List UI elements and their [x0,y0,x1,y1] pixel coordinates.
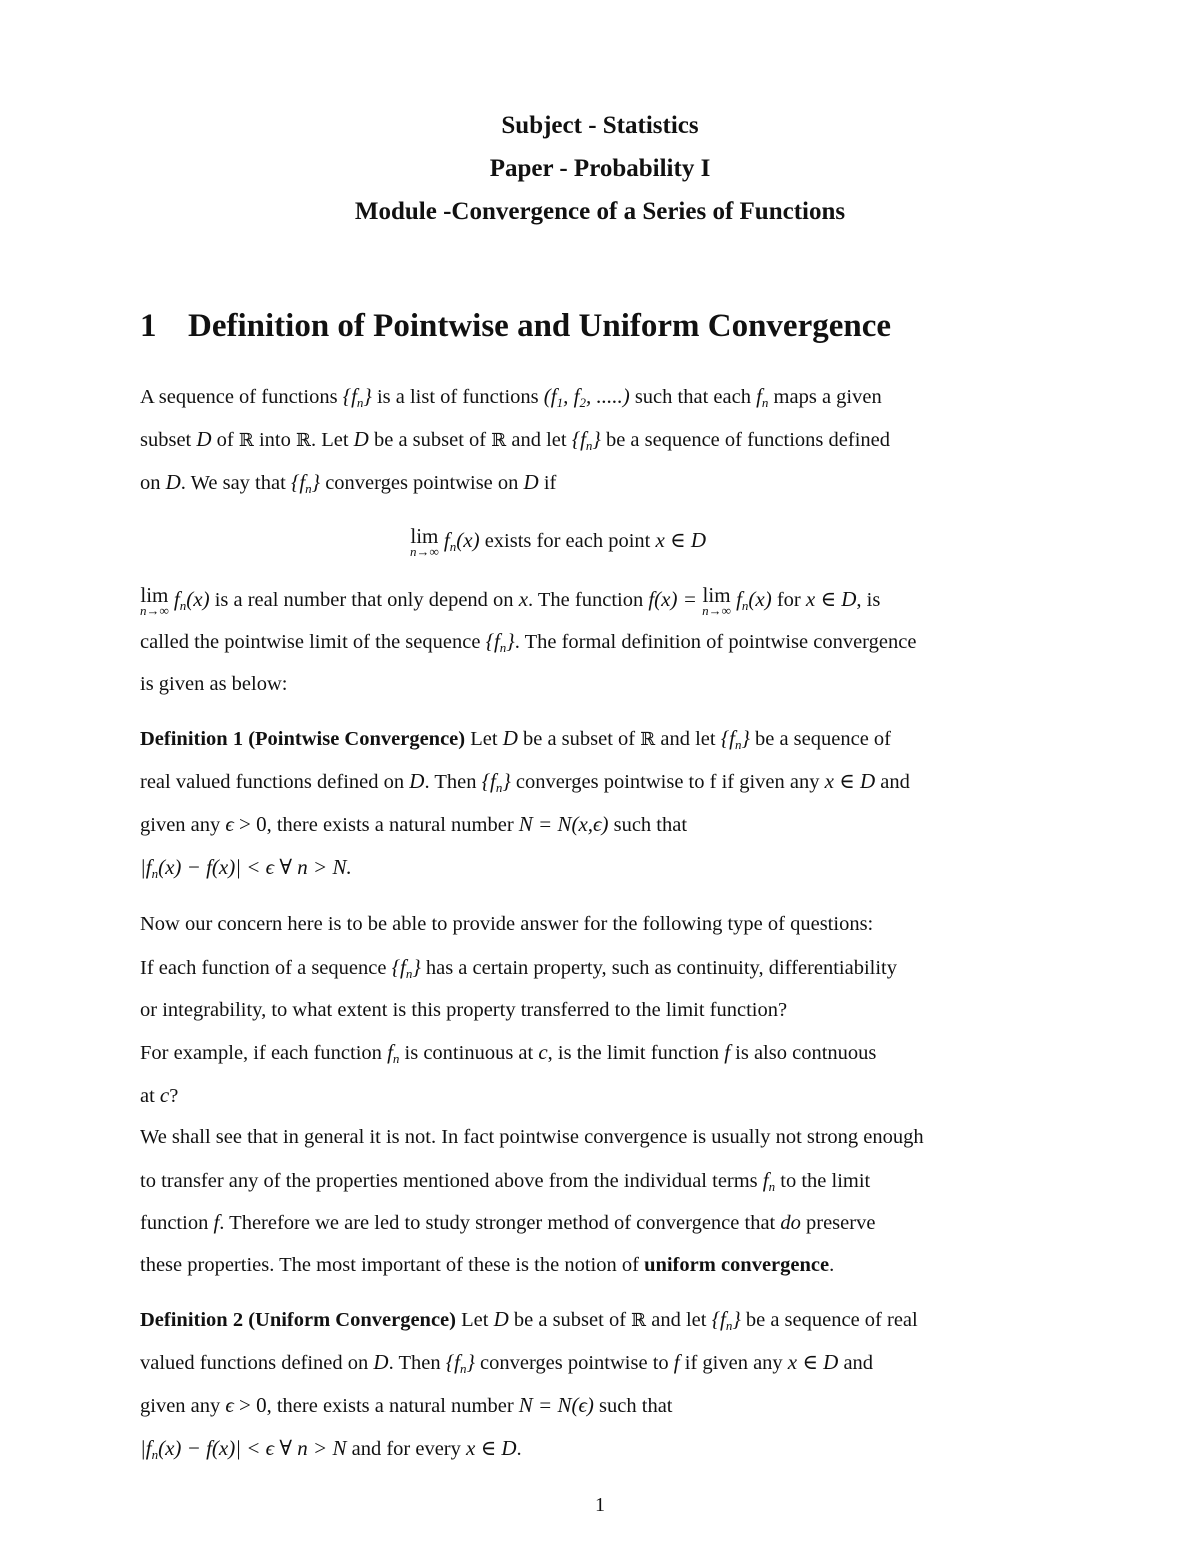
para-line-5: at c? [140,1083,179,1107]
after-line-2: called the pointwise limit of the sequence $\{f_n\}$. The formal definition of pointwise convergence [140,629,917,655]
display-equation: lim n→∞ $f_n(x)$ exists for each point x ∈ D [410,524,707,559]
para-line-4: For example, if each function $f_n$ is continuous at c, is the limit function f is also contnuous [140,1040,877,1066]
intro-line-2: subset D of ℝ into ℝ. Let D be a subset of ℝ and let $\{f_n\}$ be a sequence of functions defined [140,427,890,453]
uniform-convergence-term: uniform convergence [644,1254,830,1276]
definition-1-label: Definition 1 [140,728,244,750]
definition-2-line-1: Definition 2 (Uniform Convergence) Let D be a subset of ℝ and let $\{f_n\}$ be a sequence of real [140,1307,918,1333]
module-line: Module -Convergence of a Series of Functions [354,198,846,225]
para-line-9: these properties. The most important of these is the notion of uniform convergence. [140,1254,835,1276]
subject-line: Subject - Statistics [501,112,699,139]
definition-1-line-2: real valued functions defined on D. Then $\{f_n\}$ converges pointwise to f if given any x ∈ D and [140,769,910,795]
definition-1-line-1: Definition 1 (Pointwise Convergence) Let D be a subset of ℝ and let $\{f_n\}$ be a sequence of [140,726,891,752]
definition-2-name: (Uniform Convergence) [248,1309,456,1331]
after-line-1: lim n→∞ $f_n(x)$ is a real number that only depend on x. The function f(x) = lim n→∞ $f_n(x)$ for x ∈ D, is [140,583,881,618]
para-line-3: or integrability, to what extent is this property transferred to the limit function? [140,999,788,1021]
definition-1-name: (Pointwise Convergence) [248,728,466,750]
definition-1-line-3: given any ϵ > 0, there exists a natural number N = N(x,ϵ) such that [140,812,688,836]
section-title: Definition of Pointwise and Uniform Convergence [188,308,892,344]
definition-2-line-2: valued functions defined on D. Then $\{f_n\}$ converges pointwise to f if given any x ∈ D and [140,1350,874,1376]
page-number: 1 [595,1494,605,1516]
para-line-8: function f. Therefore we are led to study stronger method of convergence that do preserve [140,1210,876,1234]
after-line-3: is given as below: [140,673,288,695]
para-line-2: If each function of a sequence $\{f_n\}$ has a certain property, such as continuity, differentiability [140,955,898,981]
section-heading [140,308,891,345]
paper-line: Paper - Probability I [489,155,711,182]
intro-line-3: on D. We say that $\{f_n\}$ converges pointwise on D if [140,470,557,496]
definition-2-inequality: $|f_n(x) - f(x)| < \epsilon$ ∀ n > N and for every x ∈ D. [140,1436,522,1462]
section-number: 1 [140,308,157,344]
para-line-7: to transfer any of the properties mentioned above from the individual terms $f_n$ to the limit [140,1168,871,1194]
definition-2-line-3: given any ϵ > 0, there exists a natural number N = N(ϵ) such that [140,1393,673,1417]
definition-1-inequality: $|f_n(x) - f(x)| < \epsilon$ ∀ n > N. [140,855,352,881]
para-line-6: We shall see that in general it is not. In fact pointwise convergence is usually not strong enough [140,1126,924,1148]
definition-2-label: Definition 2 [140,1309,244,1331]
para-line-1: Now our concern here is to be able to provide answer for the following type of questions: [140,913,874,935]
intro-line-1: A sequence of functions $\{f_n\}$ is a list of functions ($f_1$, $f_2$, .....) such that each $f_n$ maps a given [140,384,882,410]
